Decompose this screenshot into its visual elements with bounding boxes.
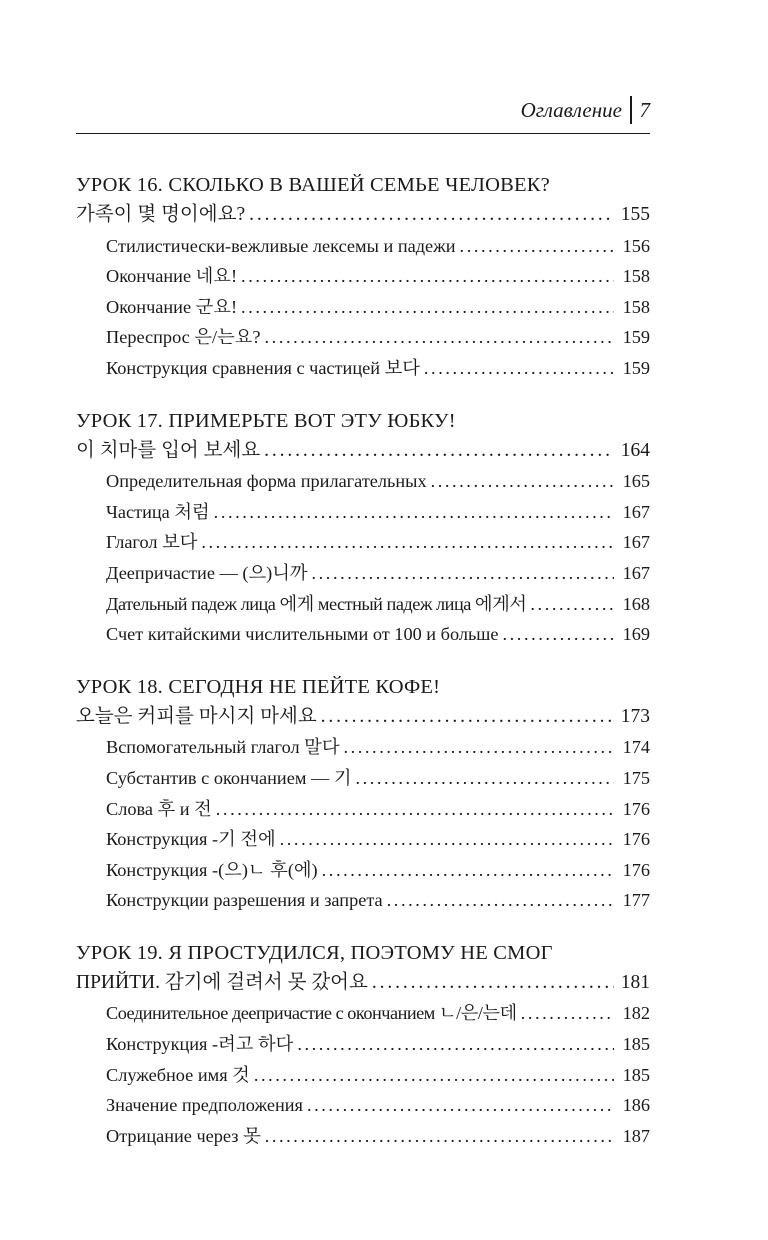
toc-entry-page: 155: [620, 204, 650, 225]
toc-entry-text: Отрицание через 못: [106, 1125, 261, 1146]
toc-entry-page: 186: [622, 1095, 650, 1116]
page-number: 7: [639, 97, 650, 122]
toc-entry-text: Стилистически-вежливые лексемы и падежи: [106, 235, 456, 256]
toc-entry-page: 176: [622, 829, 650, 850]
toc-entry-page: 164: [620, 439, 650, 461]
toc-entry[interactable]: [76, 1029, 650, 1060]
lesson-17: [76, 406, 650, 650]
toc-entry-text: ПРИЙТИ. 감기에 걸려서 못 갔어요: [76, 971, 368, 993]
leader-dots: [387, 885, 614, 916]
toc-entry-page: 169: [622, 624, 650, 645]
toc-entry-text: Служебное имя 것: [106, 1064, 250, 1085]
toc-entry-text: Значение предположения: [106, 1095, 303, 1116]
toc-entry-page: 158: [622, 266, 650, 287]
leader-dots: [307, 1090, 614, 1121]
leader-dots: [355, 763, 614, 794]
leader-dots: [241, 292, 614, 323]
toc-entry[interactable]: [76, 702, 650, 733]
toc-entry-text: Определительная форма прилагательных: [106, 471, 427, 492]
toc-entry-text: Счет китайскими числительными от 100 и больше: [106, 624, 499, 645]
toc-entry-page: 175: [622, 767, 650, 788]
header-separator: [630, 96, 632, 124]
leader-dots: [372, 968, 614, 999]
toc-entry[interactable]: [76, 1121, 650, 1152]
toc-entry-text: Слова 후 и 전: [106, 798, 212, 819]
leader-dots: [297, 1029, 614, 1060]
toc-entry[interactable]: [76, 1090, 650, 1121]
toc-entry[interactable]: [76, 885, 650, 916]
leader-dots: [265, 1121, 614, 1152]
leader-dots: [431, 466, 614, 497]
toc-entry-text: Соединительное деепричастие с окончанием ㄴ/은/는데: [106, 1003, 517, 1024]
toc-entry-text: Конструкция -려고 하다: [106, 1034, 294, 1055]
lesson-title: УРОК 18. СЕГОДНЯ НЕ ПЕЙТЕ КОФЕ!: [76, 675, 441, 698]
toc-entry-page: 181: [620, 971, 650, 993]
running-header: [76, 96, 650, 124]
lesson-16: [76, 170, 650, 384]
toc-entry-page: 167: [622, 562, 650, 583]
leader-dots: [312, 558, 614, 589]
lesson-19: [76, 938, 650, 1152]
toc-entry-text: 가족이 몇 명이에요?: [76, 204, 246, 225]
toc-entry[interactable]: [76, 558, 650, 589]
toc-entry-page: 158: [622, 296, 650, 317]
leader-dots: [343, 732, 614, 763]
toc-entry[interactable]: [76, 527, 650, 558]
toc-entry[interactable]: [76, 292, 650, 323]
leader-dots: [249, 200, 614, 231]
toc-entry[interactable]: [76, 497, 650, 528]
toc-entry-text: Конструкции разрешения и запрета: [106, 890, 383, 911]
toc-entry-text: Окончание 네요!: [106, 266, 238, 287]
toc-entry-page: 185: [622, 1034, 650, 1055]
toc-entry-text: Конструкция сравнения с частицей 보다: [106, 357, 420, 378]
toc-entry-page: 167: [622, 501, 650, 522]
toc-entry[interactable]: [76, 353, 650, 384]
leader-dots: [424, 353, 614, 384]
toc-entry-text: Частица 처럼: [106, 501, 210, 522]
table-of-contents: [76, 170, 650, 1173]
toc-entry-page: 182: [622, 1003, 650, 1024]
leader-dots: [241, 261, 614, 292]
toc-entry-page: 174: [622, 737, 650, 758]
toc-entry[interactable]: [76, 998, 650, 1029]
lesson-title: УРОК 19. Я ПРОСТУДИЛСЯ, ПОЭТОМУ НЕ СМОГ: [76, 941, 553, 964]
toc-entry-text: Деепричастие — (으)니까: [106, 562, 308, 583]
toc-entry[interactable]: [76, 200, 650, 231]
toc-entry-text: Субстантив с окончанием — 기: [106, 767, 352, 788]
toc-entry-page: 187: [622, 1125, 650, 1146]
toc-entry-page: 159: [622, 327, 650, 348]
toc-entry[interactable]: [76, 732, 650, 763]
leader-dots: [214, 497, 614, 528]
lesson-title: УРОК 16. СКОЛЬКО В ВАШЕЙ СЕМЬЕ ЧЕЛОВЕК?: [76, 174, 550, 196]
toc-entry[interactable]: [76, 619, 650, 650]
leader-dots: [216, 794, 614, 825]
toc-entry[interactable]: [76, 794, 650, 825]
toc-entry[interactable]: [76, 322, 650, 353]
leader-dots: [460, 231, 614, 262]
toc-entry[interactable]: [76, 763, 650, 794]
toc-entry[interactable]: [76, 231, 650, 262]
leader-dots: [254, 1060, 614, 1091]
leader-dots: [201, 527, 614, 558]
toc-entry-text: Окончание 군요!: [106, 296, 238, 317]
toc-entry[interactable]: [76, 466, 650, 497]
toc-entry-page: 176: [622, 798, 650, 819]
toc-entry-text: Конструкция -기 전에: [106, 829, 276, 850]
running-header-title: Оглавление: [520, 97, 622, 122]
toc-entry-text: Глагол 보다: [106, 532, 198, 553]
toc-entry-page: 185: [622, 1064, 650, 1085]
toc-entry-page: 168: [622, 593, 650, 614]
toc-entry-page: 167: [622, 532, 650, 553]
toc-entry-page: 165: [622, 471, 650, 492]
toc-entry-text: Дательный падеж лица 에게 местный падеж лица 에게서: [106, 593, 527, 614]
header-rule: [76, 133, 650, 134]
toc-entry[interactable]: [76, 589, 650, 620]
toc-entry[interactable]: [76, 824, 650, 855]
toc-entry-text: Переспрос 은/는요?: [106, 327, 261, 348]
toc-entry-page: 176: [622, 859, 650, 880]
toc-entry-page: 159: [622, 357, 650, 378]
toc-entry-text: Конструкция -(으)ㄴ 후(에): [106, 859, 318, 880]
toc-entry[interactable]: [76, 968, 650, 999]
leader-dots: [322, 855, 614, 886]
toc-entry-text: 이 치마를 입어 보세요: [76, 439, 261, 461]
lesson-title: УРОК 17. ПРИМЕРЬТЕ ВОТ ЭТУ ЮБКУ!: [76, 409, 456, 432]
toc-entry[interactable]: [76, 855, 650, 886]
toc-entry-page: 156: [622, 235, 650, 256]
leader-dots: [264, 436, 614, 467]
toc-entry-text: Вспомогательный глагол 말다: [106, 737, 340, 758]
toc-entry-text: 오늘은 커피를 마시지 마세요: [76, 705, 317, 727]
leader-dots: [321, 702, 614, 733]
toc-entry[interactable]: [76, 436, 650, 467]
toc-entry[interactable]: [76, 261, 650, 292]
toc-entry-page: 173: [620, 705, 650, 727]
leader-dots: [265, 322, 614, 353]
leader-dots: [530, 589, 614, 620]
toc-entry-page: 177: [622, 890, 650, 911]
toc-entry[interactable]: [76, 1060, 650, 1091]
leader-dots: [521, 998, 614, 1029]
leader-dots: [503, 619, 614, 650]
leader-dots: [280, 824, 614, 855]
lesson-18: [76, 672, 650, 916]
